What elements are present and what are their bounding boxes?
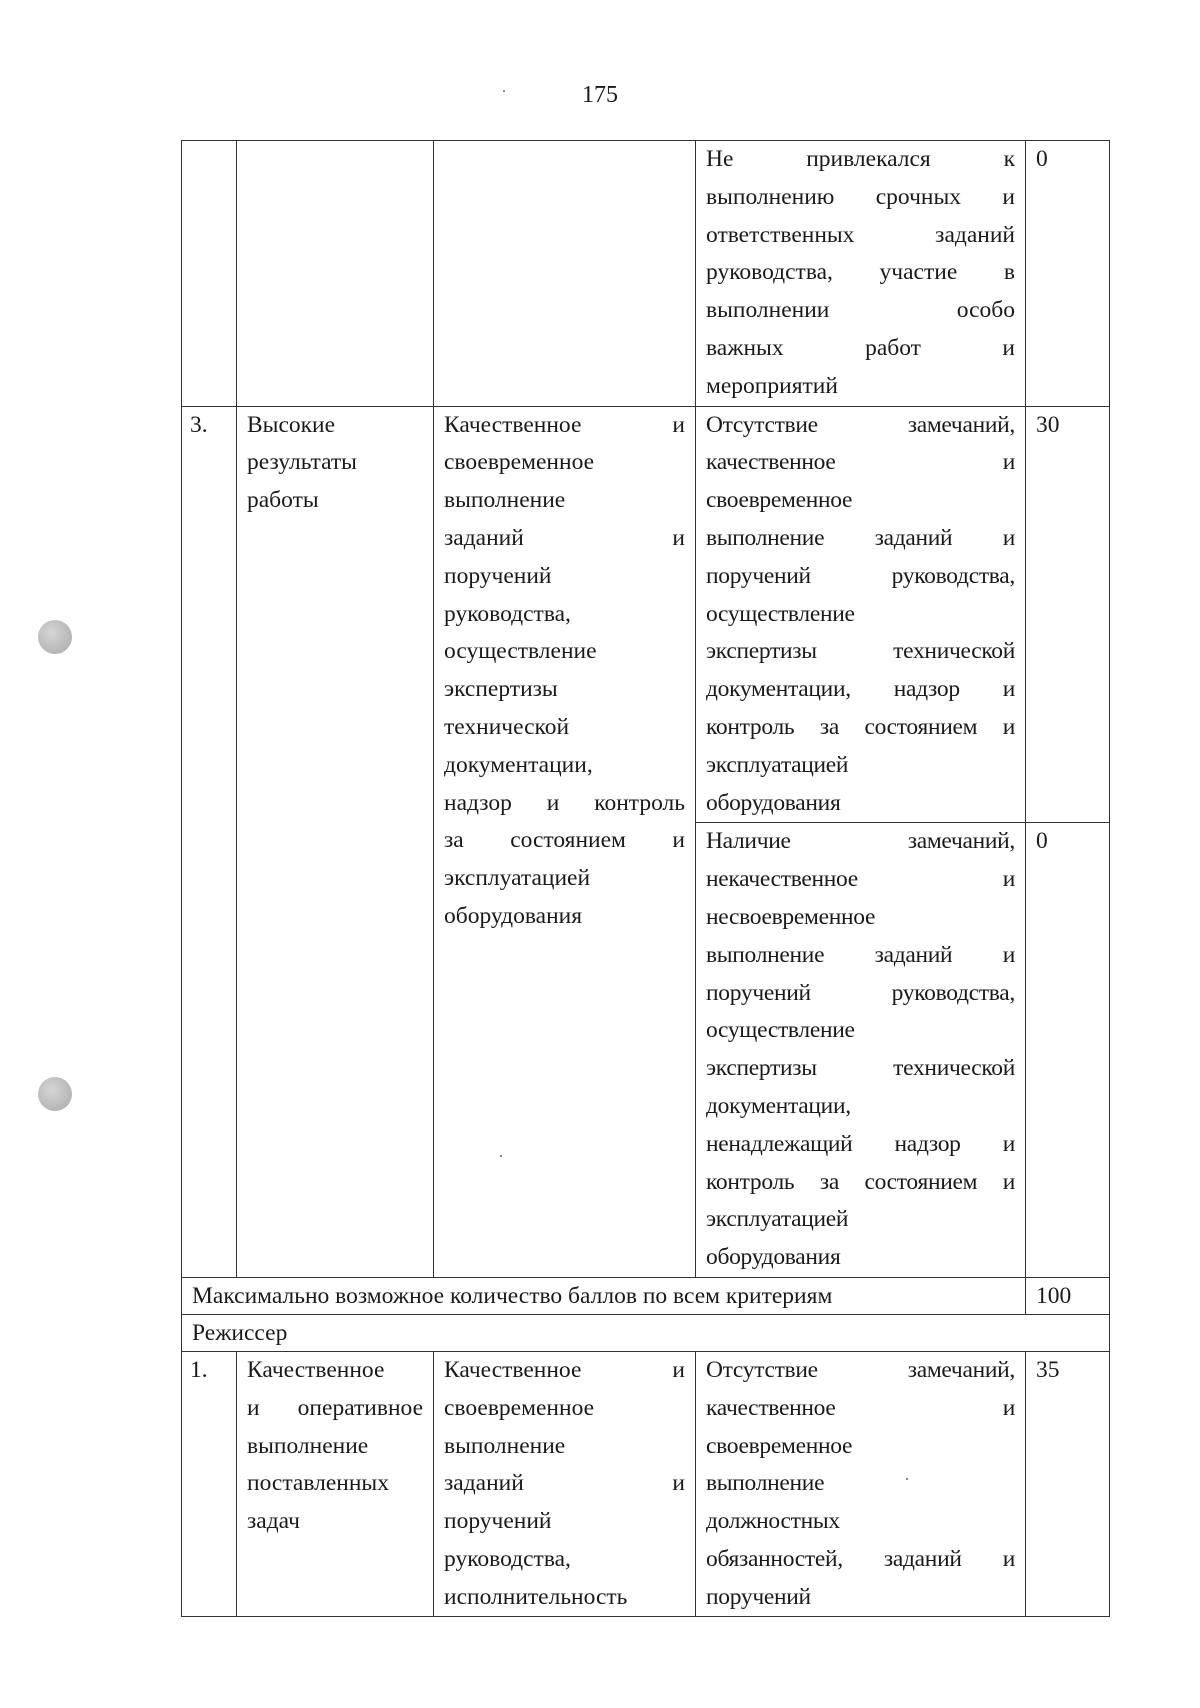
table-row-continued xyxy=(182,141,1110,407)
score-cell: 0 xyxy=(1026,141,1110,407)
max-total-label: Максимально возможное количество баллов по всем критериям xyxy=(182,1277,1026,1314)
score-cell: 35 xyxy=(1026,1351,1110,1617)
criterion-cell xyxy=(237,141,434,407)
indicator-cell xyxy=(434,141,696,407)
punch-hole-bottom xyxy=(38,1077,72,1111)
page-number: 175 xyxy=(582,82,618,108)
criterion-cell: Высокие результаты работы xyxy=(237,406,434,1277)
criteria-table xyxy=(181,140,1110,1617)
table-row-item-1 xyxy=(182,1351,1110,1617)
level-cell: Отсутствие замечаний, качественное и своевременное выполнение должностных обязанностей, заданий и поручений xyxy=(696,1351,1026,1617)
max-total-score: 100 xyxy=(1026,1277,1110,1314)
score-cell: 0 xyxy=(1026,823,1110,1278)
level-cell: Не привлекался к выполнению срочных и ответственных заданий руководства, участие в выполнении особо важных работ и мероприятий xyxy=(696,141,1026,407)
table-row-section xyxy=(182,1314,1110,1351)
score-cell: 30 xyxy=(1026,406,1110,823)
criterion-cell: Качественное и оперативное выполнение поставленных задач xyxy=(237,1351,434,1617)
indicator-cell: Качественное и своевременное выполнение заданий и поручений руководства, осуществление экспертизы технической документации, надзор и контроль за состоянием и эксплуатацией оборудования xyxy=(434,406,696,1277)
row-number-cell xyxy=(182,141,237,407)
row-number-cell: 1. xyxy=(182,1351,237,1617)
row-number-cell: 3. xyxy=(182,406,237,1277)
level-cell: Отсутствие замечаний, качественное и своевременное выполнение заданий и поручений руководства, осуществление экспертизы технической документации, надзор и контроль за состоянием и эксплуатацией оборудования xyxy=(696,406,1026,823)
section-title: Режиссер xyxy=(182,1314,1110,1351)
level-cell: Наличие замечаний, некачественное и несвоевременное выполнение заданий и поручений руководства, осуществление экспертизы технической документации, ненадлежащий надзор и контроль за состоянием и эксплуатацией оборудования xyxy=(696,823,1026,1278)
table-row-max-total xyxy=(182,1277,1110,1314)
indicator-cell: Качественное и своевременное выполнение заданий и поручений руководства, исполнительность xyxy=(434,1351,696,1617)
scan-speck xyxy=(503,90,505,92)
punch-hole-top xyxy=(38,620,72,654)
table-row-item-3a xyxy=(182,406,1110,823)
criteria-table-container xyxy=(181,140,1110,1617)
